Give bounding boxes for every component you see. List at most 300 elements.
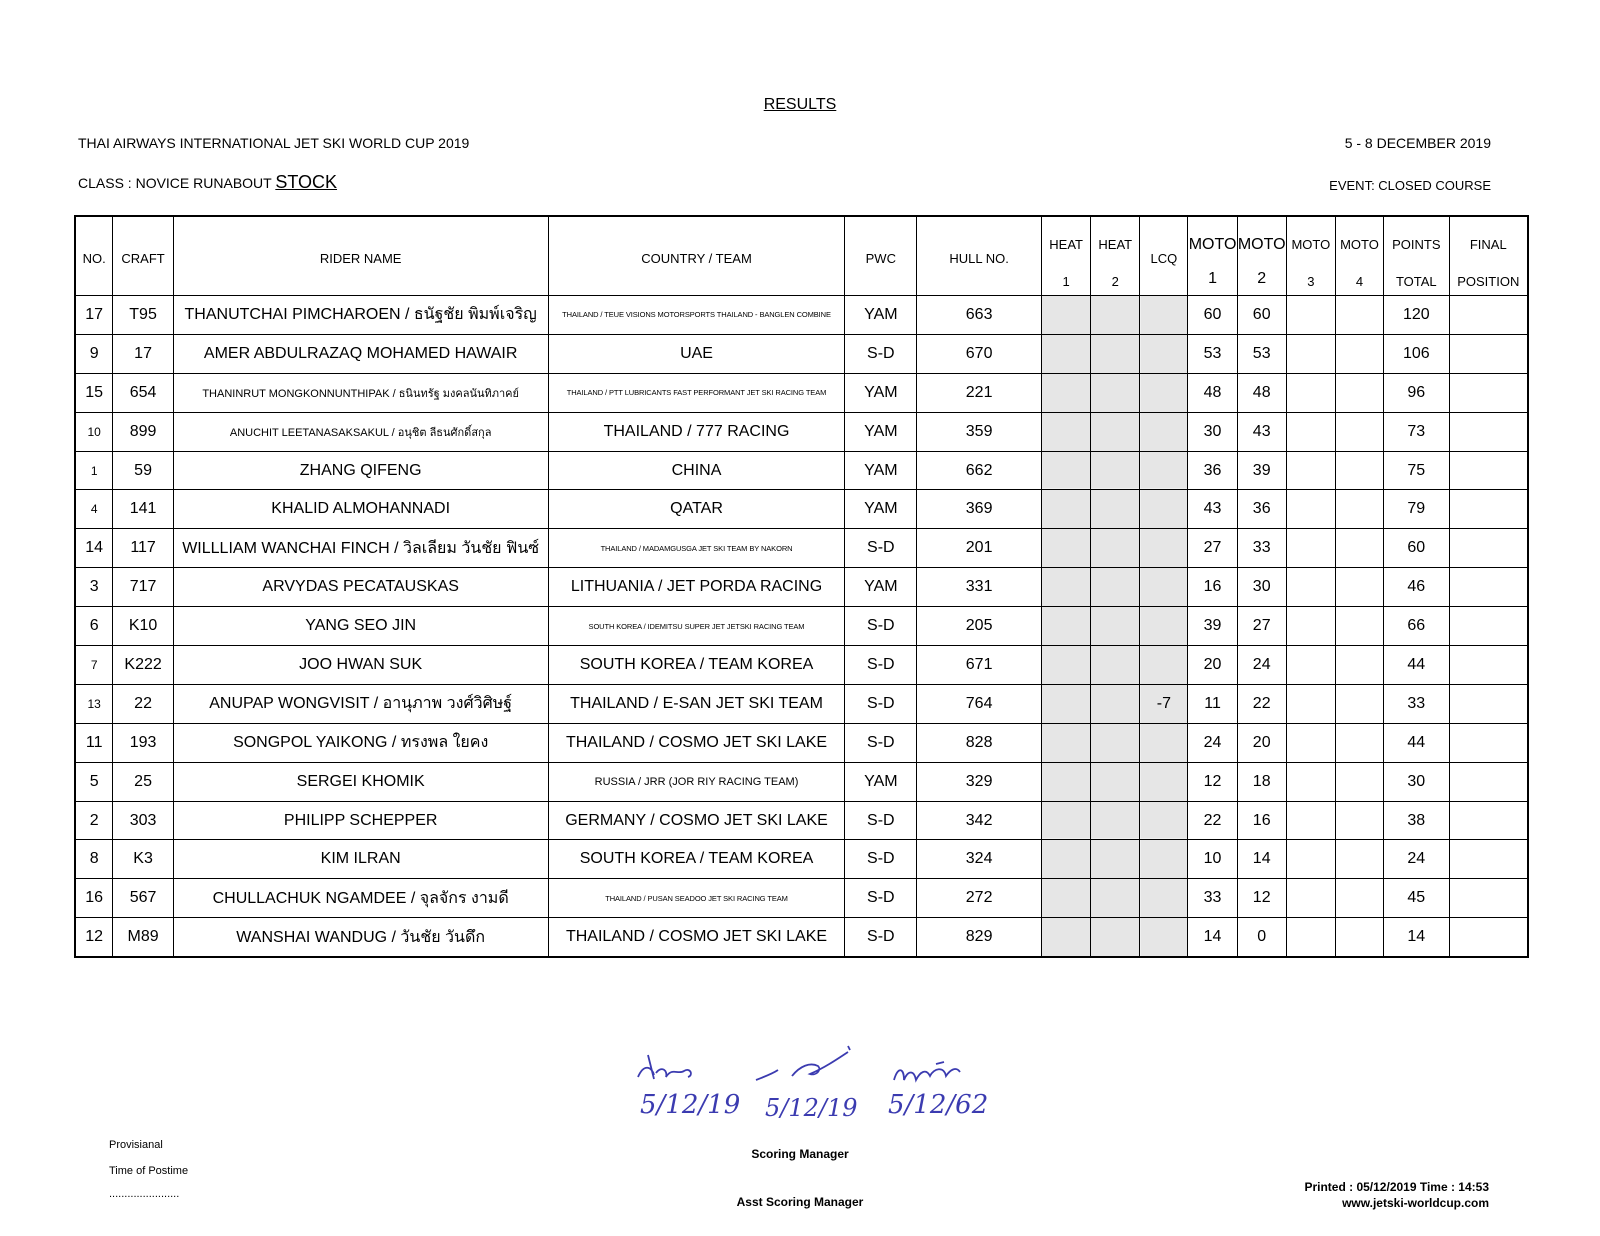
cell-rider-name: WILLLIAM WANCHAI FINCH / วิลเลียม วันชัย ฟินซ์ (173, 529, 548, 568)
col-header-sublabel: 1 (1208, 270, 1217, 287)
cell-points-total: 75 (1384, 451, 1450, 490)
cell-craft: 25 (113, 762, 173, 801)
cell-rider-name: ANUPAP WONGVISIT / อานุภาพ วงศ์วิศิษฐ์ (173, 684, 548, 723)
cell-craft: 59 (113, 451, 173, 490)
cell-moto-3 (1286, 723, 1335, 762)
cell-lcq (1140, 646, 1188, 685)
cell-moto-4 (1335, 412, 1383, 451)
col-header-sublabel: 1 (1062, 274, 1070, 289)
cell-craft: 193 (113, 723, 173, 762)
cell-moto-3 (1286, 529, 1335, 568)
cell-points-total: 66 (1384, 607, 1450, 646)
cell-pwc: S-D (845, 840, 917, 879)
cell-heat-2 (1091, 918, 1140, 957)
col-header-hull-no (917, 216, 1042, 296)
table-row (75, 723, 1528, 762)
cell-rider-name: YANG SEO JIN (173, 607, 548, 646)
cell-moto-4 (1335, 762, 1383, 801)
col-header-label: HEAT (1098, 237, 1133, 252)
cell-country-team: LITHUANIA / JET PORDA RACING (548, 568, 845, 607)
cell-heat-1 (1042, 568, 1091, 607)
cell-lcq (1140, 723, 1188, 762)
col-header-final-position (1449, 216, 1528, 296)
cell-craft: 117 (113, 529, 173, 568)
cell-rider-name: ANUCHIT LEETANASAKSAKUL / อนุชิต ลีธนศักดิ์สกุล (173, 412, 548, 451)
cell-points-total: 96 (1384, 373, 1450, 412)
cell-moto-3 (1286, 684, 1335, 723)
cell-moto-4 (1335, 607, 1383, 646)
cell-pwc: YAM (845, 373, 917, 412)
cell-moto-2: 33 (1237, 529, 1286, 568)
cell-heat-1 (1042, 684, 1091, 723)
cell-rider-name: PHILIPP SCHEPPER (173, 801, 548, 840)
cell-moto-2: 43 (1237, 412, 1286, 451)
cell-rider-name: SONGPOL YAIKONG / ทรงพล ใยคง (173, 723, 548, 762)
cell-heat-1 (1042, 334, 1091, 373)
cell-moto-3 (1286, 879, 1335, 918)
col-header-label: MOTO (1291, 237, 1331, 252)
cell-lcq (1140, 529, 1188, 568)
cell-points-total: 38 (1384, 801, 1450, 840)
cell-craft: M89 (113, 918, 173, 957)
cell-hull-no: 670 (917, 334, 1042, 373)
cell-lcq (1140, 607, 1188, 646)
cell-country-team: THAILAND / 777 RACING (548, 412, 845, 451)
cell-final-position (1449, 490, 1528, 529)
cell-moto-1: 24 (1188, 723, 1237, 762)
cell-moto-3 (1286, 607, 1335, 646)
cell-country-team: RUSSIA / JRR (JOR RIY RACING TEAM) (548, 762, 845, 801)
col-header-rider-name (173, 216, 548, 296)
cell-heat-2 (1091, 879, 1140, 918)
table-row (75, 840, 1528, 879)
cell-heat-1 (1042, 451, 1091, 490)
col-header-moto-1 (1188, 216, 1237, 296)
cell-no: 7 (75, 646, 113, 685)
cell-craft: K3 (113, 840, 173, 879)
cell-moto-3 (1286, 296, 1335, 335)
cell-pwc: YAM (845, 412, 917, 451)
cell-moto-2: 30 (1237, 568, 1286, 607)
cell-heat-1 (1042, 529, 1091, 568)
table-row (75, 879, 1528, 918)
table-row (75, 490, 1528, 529)
cell-no: 14 (75, 529, 113, 568)
cell-hull-no: 329 (917, 762, 1042, 801)
cell-final-position (1449, 334, 1528, 373)
col-header-label: MOTO (1237, 236, 1286, 253)
class-prefix: CLASS : NOVICE RUNABOUT (78, 175, 276, 191)
cell-moto-4 (1335, 918, 1383, 957)
col-header-moto-3 (1286, 216, 1335, 296)
col-header-label: RIDER NAME (319, 251, 402, 266)
cell-craft: 22 (113, 684, 173, 723)
cell-moto-3 (1286, 801, 1335, 840)
col-header-label: MOTO (1340, 237, 1379, 252)
cell-craft: T95 (113, 296, 173, 335)
cell-final-position (1449, 918, 1528, 957)
cell-pwc: S-D (845, 723, 917, 762)
cell-no: 15 (75, 373, 113, 412)
col-header-sublabel: 2 (1111, 274, 1119, 289)
cell-heat-1 (1042, 490, 1091, 529)
col-header-label: CRAFT (121, 251, 165, 266)
cell-moto-1: 36 (1188, 451, 1237, 490)
cell-moto-3 (1286, 451, 1335, 490)
cell-country-team: SOUTH KOREA / TEAM KOREA (548, 646, 845, 685)
cell-hull-no: 205 (917, 607, 1042, 646)
cell-lcq (1140, 568, 1188, 607)
cell-no: 8 (75, 840, 113, 879)
cell-country-team: SOUTH KOREA / IDEMITSU SUPER JET JETSKI RACING TEAM (548, 607, 845, 646)
col-header-heat-1 (1042, 216, 1091, 296)
col-header-points-total (1384, 216, 1450, 296)
cell-lcq (1140, 918, 1188, 957)
cell-heat-1 (1042, 646, 1091, 685)
cell-hull-no: 221 (917, 373, 1042, 412)
cell-heat-2 (1091, 529, 1140, 568)
cell-heat-1 (1042, 607, 1091, 646)
table-row (75, 296, 1528, 335)
table-header-row (75, 216, 1528, 296)
cell-no: 9 (75, 334, 113, 373)
cell-points-total: 60 (1384, 529, 1450, 568)
cell-moto-2: 27 (1237, 607, 1286, 646)
cell-craft: K222 (113, 646, 173, 685)
table-row (75, 607, 1528, 646)
cell-moto-4 (1335, 684, 1383, 723)
event-type: EVENT: CLOSED COURSE (1329, 178, 1491, 193)
cell-points-total: 14 (1384, 918, 1450, 957)
cell-moto-2: 18 (1237, 762, 1286, 801)
cell-craft: K10 (113, 607, 173, 646)
cell-hull-no: 324 (917, 840, 1042, 879)
cell-hull-no: 829 (917, 918, 1042, 957)
cell-lcq (1140, 801, 1188, 840)
cell-country-team: GERMANY / COSMO JET SKI LAKE (548, 801, 845, 840)
cell-pwc: S-D (845, 801, 917, 840)
cell-moto-4 (1335, 646, 1383, 685)
cell-lcq (1140, 334, 1188, 373)
asst-scoring-manager-label: Asst Scoring Manager (736, 1195, 864, 1209)
cell-moto-2: 0 (1237, 918, 1286, 957)
table-row (75, 568, 1528, 607)
col-header-country-team (548, 216, 845, 296)
col-header-sublabel: POSITION (1457, 274, 1520, 289)
col-header-sublabel: 2 (1257, 270, 1267, 287)
cell-heat-1 (1042, 412, 1091, 451)
cell-moto-1: 43 (1188, 490, 1237, 529)
cell-rider-name: THANINRUT MONGKONNUNTHIPAK / ธนินทรัฐ มงคลนันทิภาคย์ (173, 373, 548, 412)
table-row (75, 334, 1528, 373)
scoring-manager-label: Scoring Manager (751, 1147, 849, 1161)
cell-moto-3 (1286, 762, 1335, 801)
cell-points-total: 24 (1384, 840, 1450, 879)
cell-no: 2 (75, 801, 113, 840)
cell-craft: 654 (113, 373, 173, 412)
cell-moto-1: 48 (1188, 373, 1237, 412)
cell-heat-2 (1091, 684, 1140, 723)
cell-no: 12 (75, 918, 113, 957)
cell-moto-4 (1335, 296, 1383, 335)
cell-hull-no: 342 (917, 801, 1042, 840)
cell-heat-2 (1091, 412, 1140, 451)
class-name: STOCK (275, 172, 338, 192)
cell-moto-3 (1286, 334, 1335, 373)
cell-hull-no: 828 (917, 723, 1042, 762)
cell-moto-4 (1335, 451, 1383, 490)
table-row (75, 412, 1528, 451)
time-of-postime-label: Time of Postime (109, 1165, 189, 1177)
cell-heat-2 (1091, 607, 1140, 646)
cell-final-position (1449, 646, 1528, 685)
signature-3-mark (890, 1058, 970, 1088)
cell-hull-no: 764 (917, 684, 1042, 723)
cell-hull-no: 663 (917, 296, 1042, 335)
cell-moto-4 (1335, 723, 1383, 762)
cell-rider-name: KIM ILRAN (173, 840, 548, 879)
class-line (78, 172, 337, 193)
cell-moto-1: 39 (1188, 607, 1237, 646)
cell-moto-4 (1335, 801, 1383, 840)
col-header-label: LCQ (1150, 251, 1178, 266)
cell-pwc: YAM (845, 451, 917, 490)
cell-final-position (1449, 879, 1528, 918)
col-header-label: MOTO (1188, 236, 1237, 253)
cell-country-team: THAILAND / COSMO JET SKI LAKE (548, 918, 845, 957)
cell-hull-no: 671 (917, 646, 1042, 685)
cell-points-total: 45 (1384, 879, 1450, 918)
cell-moto-3 (1286, 646, 1335, 685)
cell-heat-1 (1042, 918, 1091, 957)
col-header-moto-2 (1237, 216, 1286, 296)
signature-3-date: 5/12/62 (888, 1090, 989, 1120)
cell-heat-2 (1091, 296, 1140, 335)
table-row (75, 529, 1528, 568)
event-dates: 5 - 8 DECEMBER 2019 (1344, 135, 1491, 151)
cell-rider-name: WANSHAI WANDUG / วันชัย วันดึก (173, 918, 548, 957)
cell-pwc: YAM (845, 490, 917, 529)
col-header-label: COUNTRY / TEAM (641, 251, 752, 266)
col-header-sublabel: 3 (1307, 274, 1315, 289)
cell-no: 1 (75, 451, 113, 490)
cell-moto-2: 24 (1237, 646, 1286, 685)
cell-moto-2: 36 (1237, 490, 1286, 529)
printed-timestamp: Printed : 05/12/2019 Time : 14:53 (1304, 1180, 1489, 1194)
cell-no: 11 (75, 723, 113, 762)
cell-rider-name: THANUTCHAI PIMCHAROEN / ธนัฐชัย พิมพ์เจริญ (173, 296, 548, 335)
cell-hull-no: 359 (917, 412, 1042, 451)
cell-moto-1: 11 (1188, 684, 1237, 723)
cell-moto-2: 39 (1237, 451, 1286, 490)
cell-points-total: 33 (1384, 684, 1450, 723)
website-url: www.jetski-worldcup.com (1342, 1196, 1489, 1210)
col-header-label: HULL NO. (949, 251, 1009, 266)
cell-country-team: UAE (548, 334, 845, 373)
cell-points-total: 44 (1384, 723, 1450, 762)
cell-no: 16 (75, 879, 113, 918)
cell-moto-1: 12 (1188, 762, 1237, 801)
cell-rider-name: AMER ABDULRAZAQ MOHAMED HAWAIR (173, 334, 548, 373)
cell-moto-1: 10 (1188, 840, 1237, 879)
cell-hull-no: 272 (917, 879, 1042, 918)
cell-moto-2: 14 (1237, 840, 1286, 879)
cell-moto-4 (1335, 529, 1383, 568)
cell-moto-2: 20 (1237, 723, 1286, 762)
cell-craft: 717 (113, 568, 173, 607)
cell-final-position (1449, 412, 1528, 451)
cell-heat-2 (1091, 840, 1140, 879)
cell-final-position (1449, 296, 1528, 335)
cell-no: 6 (75, 607, 113, 646)
cell-heat-2 (1091, 801, 1140, 840)
cell-country-team: THAILAND / MADAMGUSGA JET SKI TEAM BY NAKORN (548, 529, 845, 568)
cell-country-team: THAILAND / E-SAN JET SKI TEAM (548, 684, 845, 723)
cell-moto-4 (1335, 840, 1383, 879)
results-body (75, 296, 1528, 958)
col-header-label: PWC (865, 251, 896, 266)
cell-moto-3 (1286, 412, 1335, 451)
cell-final-position (1449, 801, 1528, 840)
col-header-pwc (845, 216, 917, 296)
cell-moto-1: 30 (1188, 412, 1237, 451)
cell-no: 13 (75, 684, 113, 723)
cell-moto-2: 48 (1237, 373, 1286, 412)
cell-points-total: 73 (1384, 412, 1450, 451)
cell-heat-2 (1091, 723, 1140, 762)
cell-final-position (1449, 762, 1528, 801)
cell-pwc: S-D (845, 607, 917, 646)
cell-lcq (1140, 451, 1188, 490)
cell-heat-1 (1042, 296, 1091, 335)
cell-heat-2 (1091, 373, 1140, 412)
cell-rider-name: SERGEI KHOMIK (173, 762, 548, 801)
cell-moto-4 (1335, 568, 1383, 607)
cell-heat-1 (1042, 762, 1091, 801)
col-header-label: POINTS (1392, 237, 1441, 252)
cell-no: 17 (75, 296, 113, 335)
cell-moto-2: 12 (1237, 879, 1286, 918)
cell-lcq (1140, 840, 1188, 879)
cell-pwc: S-D (845, 918, 917, 957)
col-header-no (75, 216, 113, 296)
cell-moto-1: 20 (1188, 646, 1237, 685)
postime-dotted-line: ....................... (109, 1188, 180, 1200)
cell-final-position (1449, 451, 1528, 490)
cell-no: 4 (75, 490, 113, 529)
cell-points-total: 46 (1384, 568, 1450, 607)
cell-moto-1: 27 (1188, 529, 1237, 568)
cell-pwc: S-D (845, 529, 917, 568)
signature-2-mark (752, 1040, 862, 1085)
provisional-label: Provisianal (109, 1139, 163, 1151)
cell-country-team: THAILAND / COSMO JET SKI LAKE (548, 723, 845, 762)
table-row (75, 684, 1528, 723)
cell-moto-1: 33 (1188, 879, 1237, 918)
cell-hull-no: 369 (917, 490, 1042, 529)
cell-moto-2: 53 (1237, 334, 1286, 373)
cell-moto-4 (1335, 879, 1383, 918)
cell-moto-2: 60 (1237, 296, 1286, 335)
cell-country-team: QATAR (548, 490, 845, 529)
table-row (75, 762, 1528, 801)
cell-moto-4 (1335, 334, 1383, 373)
cell-pwc: YAM (845, 762, 917, 801)
cell-country-team: THAILAND / TEUE VISIONS MOTORSPORTS THAILAND - BANGLEN COMBINE (548, 296, 845, 335)
cell-hull-no: 662 (917, 451, 1042, 490)
table-row (75, 918, 1528, 957)
cell-moto-3 (1286, 918, 1335, 957)
cell-heat-1 (1042, 801, 1091, 840)
signature-1-mark (632, 1045, 712, 1085)
col-header-label: HEAT (1049, 237, 1083, 252)
cell-moto-3 (1286, 840, 1335, 879)
cell-lcq (1140, 490, 1188, 529)
cell-craft: 567 (113, 879, 173, 918)
cell-heat-2 (1091, 451, 1140, 490)
col-header-heat-2 (1091, 216, 1140, 296)
cell-points-total: 120 (1384, 296, 1450, 335)
cell-country-team: CHINA (548, 451, 845, 490)
cell-hull-no: 201 (917, 529, 1042, 568)
cell-final-position (1449, 568, 1528, 607)
cell-moto-4 (1335, 373, 1383, 412)
cell-pwc: S-D (845, 334, 917, 373)
table-row (75, 451, 1528, 490)
cell-rider-name: ZHANG QIFENG (173, 451, 548, 490)
cell-moto-2: 22 (1237, 684, 1286, 723)
cell-moto-3 (1286, 373, 1335, 412)
cell-heat-1 (1042, 879, 1091, 918)
cell-lcq (1140, 296, 1188, 335)
cell-country-team: THAILAND / PUSAN SEADOO JET SKI RACING TEAM (548, 879, 845, 918)
cell-no: 3 (75, 568, 113, 607)
cell-lcq (1140, 879, 1188, 918)
table-row (75, 801, 1528, 840)
cell-rider-name: JOO HWAN SUK (173, 646, 548, 685)
cell-heat-2 (1091, 646, 1140, 685)
cell-lcq: -7 (1140, 684, 1188, 723)
cell-moto-3 (1286, 568, 1335, 607)
cell-lcq (1140, 412, 1188, 451)
cell-heat-2 (1091, 490, 1140, 529)
cell-rider-name: KHALID ALMOHANNADI (173, 490, 548, 529)
cell-country-team: SOUTH KOREA / TEAM KOREA (548, 840, 845, 879)
col-header-craft (113, 216, 173, 296)
cell-no: 10 (75, 412, 113, 451)
cell-moto-4 (1335, 490, 1383, 529)
event-name: THAI AIRWAYS INTERNATIONAL JET SKI WORLD CUP 2019 (78, 135, 470, 151)
cell-moto-1: 16 (1188, 568, 1237, 607)
cell-country-team: THAILAND / PTT LUBRICANTS FAST PERFORMANT JET SKI RACING TEAM (548, 373, 845, 412)
cell-moto-1: 60 (1188, 296, 1237, 335)
col-header-label: FINAL (1469, 237, 1507, 252)
cell-pwc: YAM (845, 296, 917, 335)
cell-pwc: S-D (845, 646, 917, 685)
cell-final-position (1449, 723, 1528, 762)
col-header-sublabel: 4 (1355, 274, 1364, 289)
results-table (74, 215, 1529, 958)
table-row (75, 646, 1528, 685)
cell-heat-2 (1091, 568, 1140, 607)
signature-1-date: 5/12/19 (640, 1090, 741, 1120)
cell-craft: 303 (113, 801, 173, 840)
cell-final-position (1449, 607, 1528, 646)
cell-craft: 899 (113, 412, 173, 451)
cell-rider-name: CHULLACHUK NGAMDEE / จุลจักร งามดี (173, 879, 548, 918)
cell-heat-2 (1091, 334, 1140, 373)
cell-heat-1 (1042, 373, 1091, 412)
